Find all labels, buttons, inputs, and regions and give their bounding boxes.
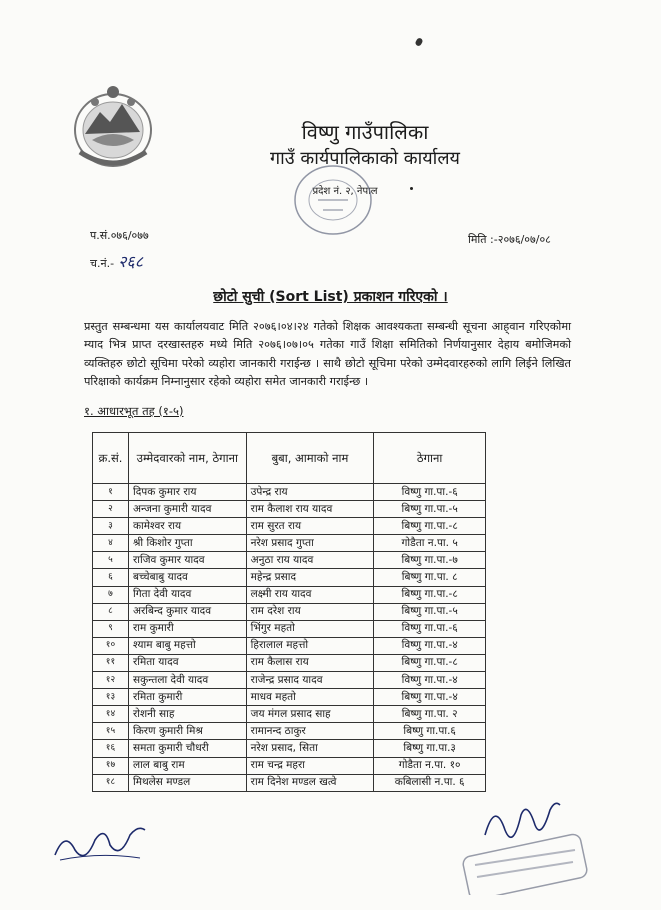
row-address: गोडैता न.पा. १० xyxy=(374,757,486,774)
table-row xyxy=(93,654,486,671)
table-row xyxy=(93,535,486,552)
header-address: ठेगाना xyxy=(374,433,486,484)
signature-left xyxy=(50,810,150,870)
ink-mark xyxy=(414,37,423,47)
table-row xyxy=(93,774,486,791)
notice-title: छोटो सुची (Sort List) प्रकाशन गरिएको । xyxy=(213,289,448,305)
row-address: बिष्णु गा.पा.-५ xyxy=(374,501,486,518)
row-candidate-name: लाल बाबु राम xyxy=(128,757,246,774)
row-candidate-name: राजिव कुमार यादव xyxy=(128,552,246,569)
row-parents-name: राम दिनेश मण्डल खत्वे xyxy=(246,774,374,791)
table-row xyxy=(93,586,486,603)
row-candidate-name: कामेश्वर राय xyxy=(128,518,246,535)
row-candidate-name: रोशनी साह xyxy=(128,706,246,723)
table-row xyxy=(93,706,486,723)
row-serial: १८ xyxy=(93,774,129,791)
row-parents-name: राम कैलाश राय यादव xyxy=(246,501,374,518)
row-candidate-name: किरण कुमारी मिश्र xyxy=(128,723,246,740)
row-serial: १३ xyxy=(93,689,129,706)
row-parents-name: माधव महतो xyxy=(246,689,374,706)
row-address: कबिलासी न.पा. ६ xyxy=(374,774,486,791)
row-address: विष्णु गा.पा.-४ xyxy=(374,637,486,654)
row-parents-name: महेन्द्र प्रसाद xyxy=(246,569,374,586)
row-address: बिष्णु गा.पा.-५ xyxy=(374,603,486,620)
letter-date xyxy=(468,232,551,247)
row-candidate-name: समता कुमारी चौधरी xyxy=(128,740,246,757)
dispatch-value: २६८ xyxy=(118,252,144,271)
row-serial: ११ xyxy=(93,654,129,671)
table-header-row xyxy=(93,433,486,484)
table-row xyxy=(93,637,486,654)
table-row xyxy=(93,672,486,689)
nepal-emblem-icon xyxy=(70,82,156,172)
row-parents-name: रामानन्द ठाकुर xyxy=(246,723,374,740)
office-name: विष्णु गाउँपालिका xyxy=(301,120,429,144)
date-value: २०७६/०७/०८ xyxy=(497,233,551,246)
row-parents-name: उपेन्द्र राय xyxy=(246,484,374,501)
row-serial: ९ xyxy=(93,620,129,637)
row-serial: १० xyxy=(93,637,129,654)
table-row xyxy=(93,603,486,620)
table-row xyxy=(93,757,486,774)
row-address: बिष्णु गा.पा.-८ xyxy=(374,518,486,535)
row-candidate-name: रमिता यादव xyxy=(128,654,246,671)
dispatch-label: च.नं.- xyxy=(90,257,115,270)
header-candidate: उम्मेदवारको नाम, ठेगाना xyxy=(128,433,246,484)
row-parents-name: राम सुरत राय xyxy=(246,518,374,535)
row-candidate-name: मिथलेस मण्डल xyxy=(128,774,246,791)
row-parents-name: राम चन्द्र महरा xyxy=(246,757,374,774)
row-candidate-name: अरबिन्द कुमार यादव xyxy=(128,603,246,620)
row-parents-name: भिंगुर महतो xyxy=(246,620,374,637)
table-row xyxy=(93,620,486,637)
table-row xyxy=(93,501,486,518)
table-row xyxy=(93,552,486,569)
signature-right-with-stamp xyxy=(455,795,595,895)
row-serial: १६ xyxy=(93,740,129,757)
row-parents-name: हिरालाल महत्तो xyxy=(246,637,374,654)
dispatch-number xyxy=(90,250,143,272)
row-candidate-name: रमिता कुमारी xyxy=(128,689,246,706)
row-parents-name: नरेश प्रसाद गुप्ता xyxy=(246,535,374,552)
row-parents-name: अनुठा राय यादव xyxy=(246,552,374,569)
row-serial: ७ xyxy=(93,586,129,603)
table-row xyxy=(93,518,486,535)
row-candidate-name: राम कुमारी xyxy=(128,620,246,637)
row-parents-name: राम कैलास राय xyxy=(246,654,374,671)
row-serial: २ xyxy=(93,501,129,518)
row-serial: ४ xyxy=(93,535,129,552)
table-row xyxy=(93,689,486,706)
row-address: बिष्णु गा.पा. २ xyxy=(374,706,486,723)
row-serial: १५ xyxy=(93,723,129,740)
row-parents-name: जय मंगल प्रसाद साह xyxy=(246,706,374,723)
office-stamp-icon xyxy=(288,160,378,240)
row-address: बिष्णु गा.पा.-८ xyxy=(374,654,486,671)
row-serial: ८ xyxy=(93,603,129,620)
row-candidate-name: अन्जना कुमारी यादव xyxy=(128,501,246,518)
row-serial: १ xyxy=(93,484,129,501)
office-province: प्रदेश नं. २, नेपाल xyxy=(312,186,378,197)
date-label: मिति :- xyxy=(468,233,498,246)
table-row xyxy=(93,740,486,757)
table-row xyxy=(93,569,486,586)
row-serial: ३ xyxy=(93,518,129,535)
row-parents-name: राजेन्द्र प्रसाद यादव xyxy=(246,672,374,689)
reference-value: ०७६/०७७ xyxy=(110,229,149,242)
reference-number xyxy=(90,228,149,243)
row-address: बिष्णु गा.पा.-४ xyxy=(374,689,486,706)
row-candidate-name: बच्चेबाबु यादव xyxy=(128,569,246,586)
row-parents-name: राम दरेश राय xyxy=(246,603,374,620)
section-heading: १. आधारभूत तह (१-५) xyxy=(84,404,184,418)
row-address: बिष्णु गा.पा.-७ xyxy=(374,552,486,569)
row-address: बिष्णु गा.पा.३ xyxy=(374,740,486,757)
header-serial: क्र.सं. xyxy=(93,433,129,484)
row-serial: ५ xyxy=(93,552,129,569)
row-candidate-name: श्री किशोर गुप्ता xyxy=(128,535,246,552)
row-candidate-name: गिता देवी यादव xyxy=(128,586,246,603)
row-parents-name: नरेश प्रसाद, सिता xyxy=(246,740,374,757)
row-parents-name: लक्ष्मी राय यादव xyxy=(246,586,374,603)
notice-body: प्रस्तुत सम्बन्धमा यस कार्यालयवाट मिति २०७६।०४।२४ गतेको शिक्षक आवश्यकता सम्बन्धी सूचना आह्‌वान गरिएकोमा म्याद भित्र प्राप्त दरखास्तहरु मध्ये मिति २०७६।०७।०५ गतेका गाउँ शिक्षा समितिको निर्णयानुसार देहाय बमोजिमको व्यक्तिहरु छोटो सूचिमा परेको व्यहोरा जानकारी गराईन्छ । साथै छोटो सूचिमा परेको उम्मेदवारहरुको लागि लिईने लिखित परिक्षाको कार्यक्रम निम्नानुसार रहेको व्यहोरा समेत जानकारी गराईन्छ । xyxy=(84,320,571,389)
row-candidate-name: दिपक कुमार राय xyxy=(128,484,246,501)
ink-dot xyxy=(410,187,413,190)
row-serial: ६ xyxy=(93,569,129,586)
row-address: विष्णु गा.पा.-६ xyxy=(374,620,486,637)
row-serial: १२ xyxy=(93,672,129,689)
header-parents: बुबा, आमाको नाम xyxy=(246,433,374,484)
row-candidate-name: श्याम बाबु महत्तो xyxy=(128,637,246,654)
shortlist-table xyxy=(92,432,486,792)
table-row xyxy=(93,723,486,740)
row-address: गोडैता न.पा. ५ xyxy=(374,535,486,552)
row-serial: १४ xyxy=(93,706,129,723)
row-address: बिष्णु गा.पा.६ xyxy=(374,723,486,740)
row-address: विष्णु गा.पा.-४ xyxy=(374,672,486,689)
office-subtitle: गाउँ कार्यपालिकाको कार्यालय xyxy=(270,148,460,169)
table-row xyxy=(93,484,486,501)
row-address: बिष्णु गा.पा. ८ xyxy=(374,569,486,586)
row-serial: १७ xyxy=(93,757,129,774)
row-candidate-name: सकुन्तला देवी यादव xyxy=(128,672,246,689)
row-address: बिष्णु गा.पा.-८ xyxy=(374,586,486,603)
reference-label: प.सं. xyxy=(90,229,111,242)
row-address: विष्णु गा.पा.-६ xyxy=(374,484,486,501)
